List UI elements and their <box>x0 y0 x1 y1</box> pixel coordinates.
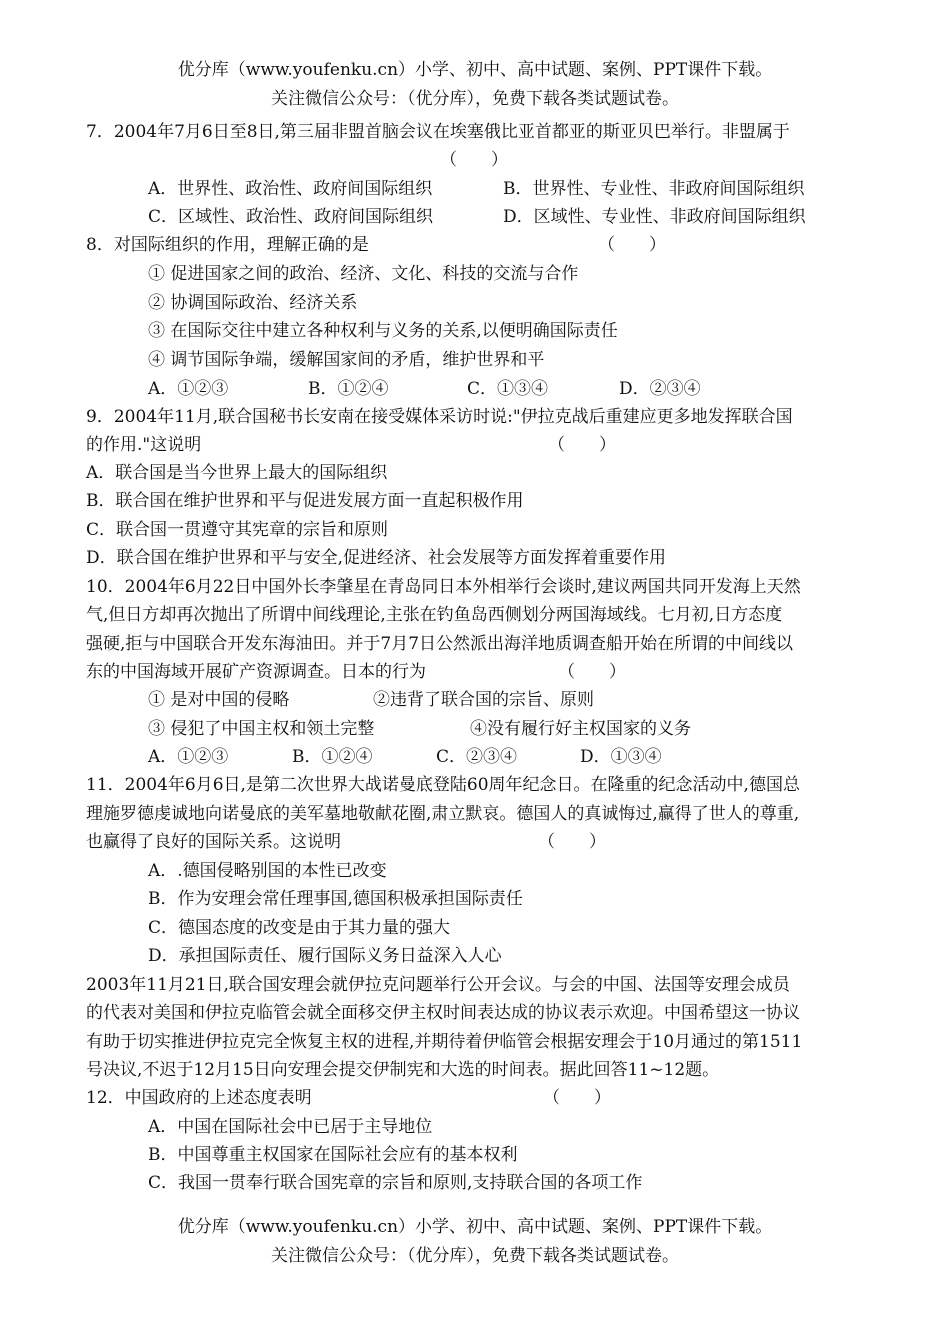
question-stem: 也赢得了良好的国际关系。这说明 <box>86 832 341 852</box>
question-stem: 的作用."这说明 <box>86 435 202 455</box>
option-c: C．区域性、政治性、政府间国际组织 <box>148 207 434 227</box>
answer-blank: （ ） <box>558 662 626 682</box>
passage-line: 2003年11月21日,联合国安理会就伊拉克问题举行公开会议。与会的中国、法国等安理会成员 <box>86 975 790 995</box>
question-stem: 10．2004年6月22日中国外长李肇星在青岛同日本外相举行会谈时,建议两国共同开发海上天然 <box>86 577 801 597</box>
answer-blank: （ ） <box>538 832 606 852</box>
answer-blank: （ ） <box>440 150 508 170</box>
statement-item: ④没有履行好主权国家的义务 <box>470 719 691 739</box>
question-stem: 7．2004年7月6日至8日,第三届非盟首脑会议在埃塞俄比亚首都亚的斯亚贝巴举行。非盟属于 <box>86 122 790 142</box>
option-c: C．①③④ <box>467 379 549 399</box>
option-a: A．.德国侵略别国的本性已改变 <box>148 861 387 881</box>
question-stem: 8．对国际组织的作用，理解正确的是 <box>86 235 369 255</box>
option-c: C．②③④ <box>436 747 518 767</box>
option-b: B．联合国在维护世界和平与促进发展方面一直起积极作用 <box>86 491 524 511</box>
option-a: A．①②③ <box>148 747 229 767</box>
question-stem: 东的中国海域开展矿产资源调查。日本的行为 <box>86 662 426 682</box>
statement-item: ③ 侵犯了中国主权和领土完整 <box>148 719 375 739</box>
statement-item: ① 促进国家之间的政治、经济、文化、科技的交流与合作 <box>148 264 579 284</box>
question-stem: 理施罗德虔诚地向诺曼底的美军墓地敬献花圈,肃立默哀。德国人的真诚悔过,赢得了世人的尊重, <box>86 804 800 824</box>
option-a: A．①②③ <box>148 379 229 399</box>
answer-blank: （ ） <box>598 235 666 255</box>
page-footer-line1: 优分库（www.youfenku.cn）小学、初中、高中试题、案例、PPT课件下载。 <box>177 1217 773 1237</box>
statement-item: ① 是对中国的侵略 <box>148 690 290 710</box>
option-d: D．①③④ <box>580 747 662 767</box>
option-b: B．世界性、专业性、非政府间国际组织 <box>503 179 805 199</box>
statement-item: ④ 调节国际争端，缓解国家间的矛盾，维护世界和平 <box>148 350 545 370</box>
option-b: B．中国尊重主权国家在国际社会应有的基本权利 <box>148 1145 518 1165</box>
option-d: D．②③④ <box>619 379 701 399</box>
option-b: B．①②④ <box>308 379 389 399</box>
statement-item: ② 协调国际政治、经济关系 <box>148 293 358 313</box>
option-b: B．作为安理会常任理事国,德国积极承担国际责任 <box>148 889 523 909</box>
option-d: D．承担国际责任、履行国际义务日益深入人心 <box>148 946 502 966</box>
passage-line: 的代表对美国和伊拉克临管会就全面移交伊主权时间表达成的协议表示欢迎。中国希望这一协议 <box>86 1003 800 1023</box>
statement-item: ③ 在国际交往中建立各种权利与义务的关系,以便明确国际责任 <box>148 321 618 341</box>
page-header-line2: 关注微信公众号：（优分库），免费下载各类试题试卷。 <box>271 89 679 109</box>
answer-blank: （ ） <box>548 435 616 455</box>
passage-line: 有助于切实推进伊拉克完全恢复主权的进程,并期待着伊临管会根据安理会于10月通过的第1511 <box>86 1032 803 1052</box>
statement-item: ②违背了联合国的宗旨、原则 <box>373 690 594 710</box>
question-stem: 9．2004年11月,联合国秘书长安南在接受媒体采访时说:"伊拉克战后重建应更多地发挥联合国 <box>86 407 793 427</box>
passage-line: 号决议,不迟于12月15日向安理会提交伊制宪和大选的时间表。据此回答11~12题。 <box>86 1060 720 1080</box>
option-b: B．①②④ <box>292 747 373 767</box>
question-stem: 11．2004年6月6日,是第二次世界大战诺曼底登陆60周年纪念日。在隆重的纪念活动中,德国总 <box>86 775 800 795</box>
option-c: C．联合国一贯遵守其宪章的宗旨和原则 <box>86 520 389 540</box>
answer-blank: （ ） <box>543 1088 611 1108</box>
question-stem: 气,但日方却再次抛出了所谓中间线理论,主张在钓鱼岛西侧划分两国海域线。七月初,日方态度 <box>86 605 783 625</box>
page-footer-line2: 关注微信公众号：（优分库），免费下载各类试题试卷。 <box>271 1246 679 1266</box>
page-header-line1: 优分库（www.youfenku.cn）小学、初中、高中试题、案例、PPT课件下载。 <box>177 60 773 80</box>
option-a: A．世界性、政治性、政府间国际组织 <box>148 179 433 199</box>
question-stem: 12．中国政府的上述态度表明 <box>86 1088 312 1108</box>
option-a: A．中国在国际社会中已居于主导地位 <box>148 1117 433 1137</box>
option-d: D．区域性、专业性、非政府间国际组织 <box>503 207 806 227</box>
question-stem: 强硬,拒与中国联合开发东海油田。并于7月7日公然派出海洋地质调查船开始在所谓的中间线以 <box>86 634 794 654</box>
option-a: A．联合国是当今世界上最大的国际组织 <box>86 463 388 483</box>
option-c: C．我国一贯奉行联合国宪章的宗旨和原则,支持联合国的各项工作 <box>148 1173 643 1193</box>
option-c: C．德国态度的改变是由于其力量的强大 <box>148 918 451 938</box>
option-d: D．联合国在维护世界和平与安全,促进经济、社会发展等方面发挥着重要作用 <box>86 548 667 568</box>
